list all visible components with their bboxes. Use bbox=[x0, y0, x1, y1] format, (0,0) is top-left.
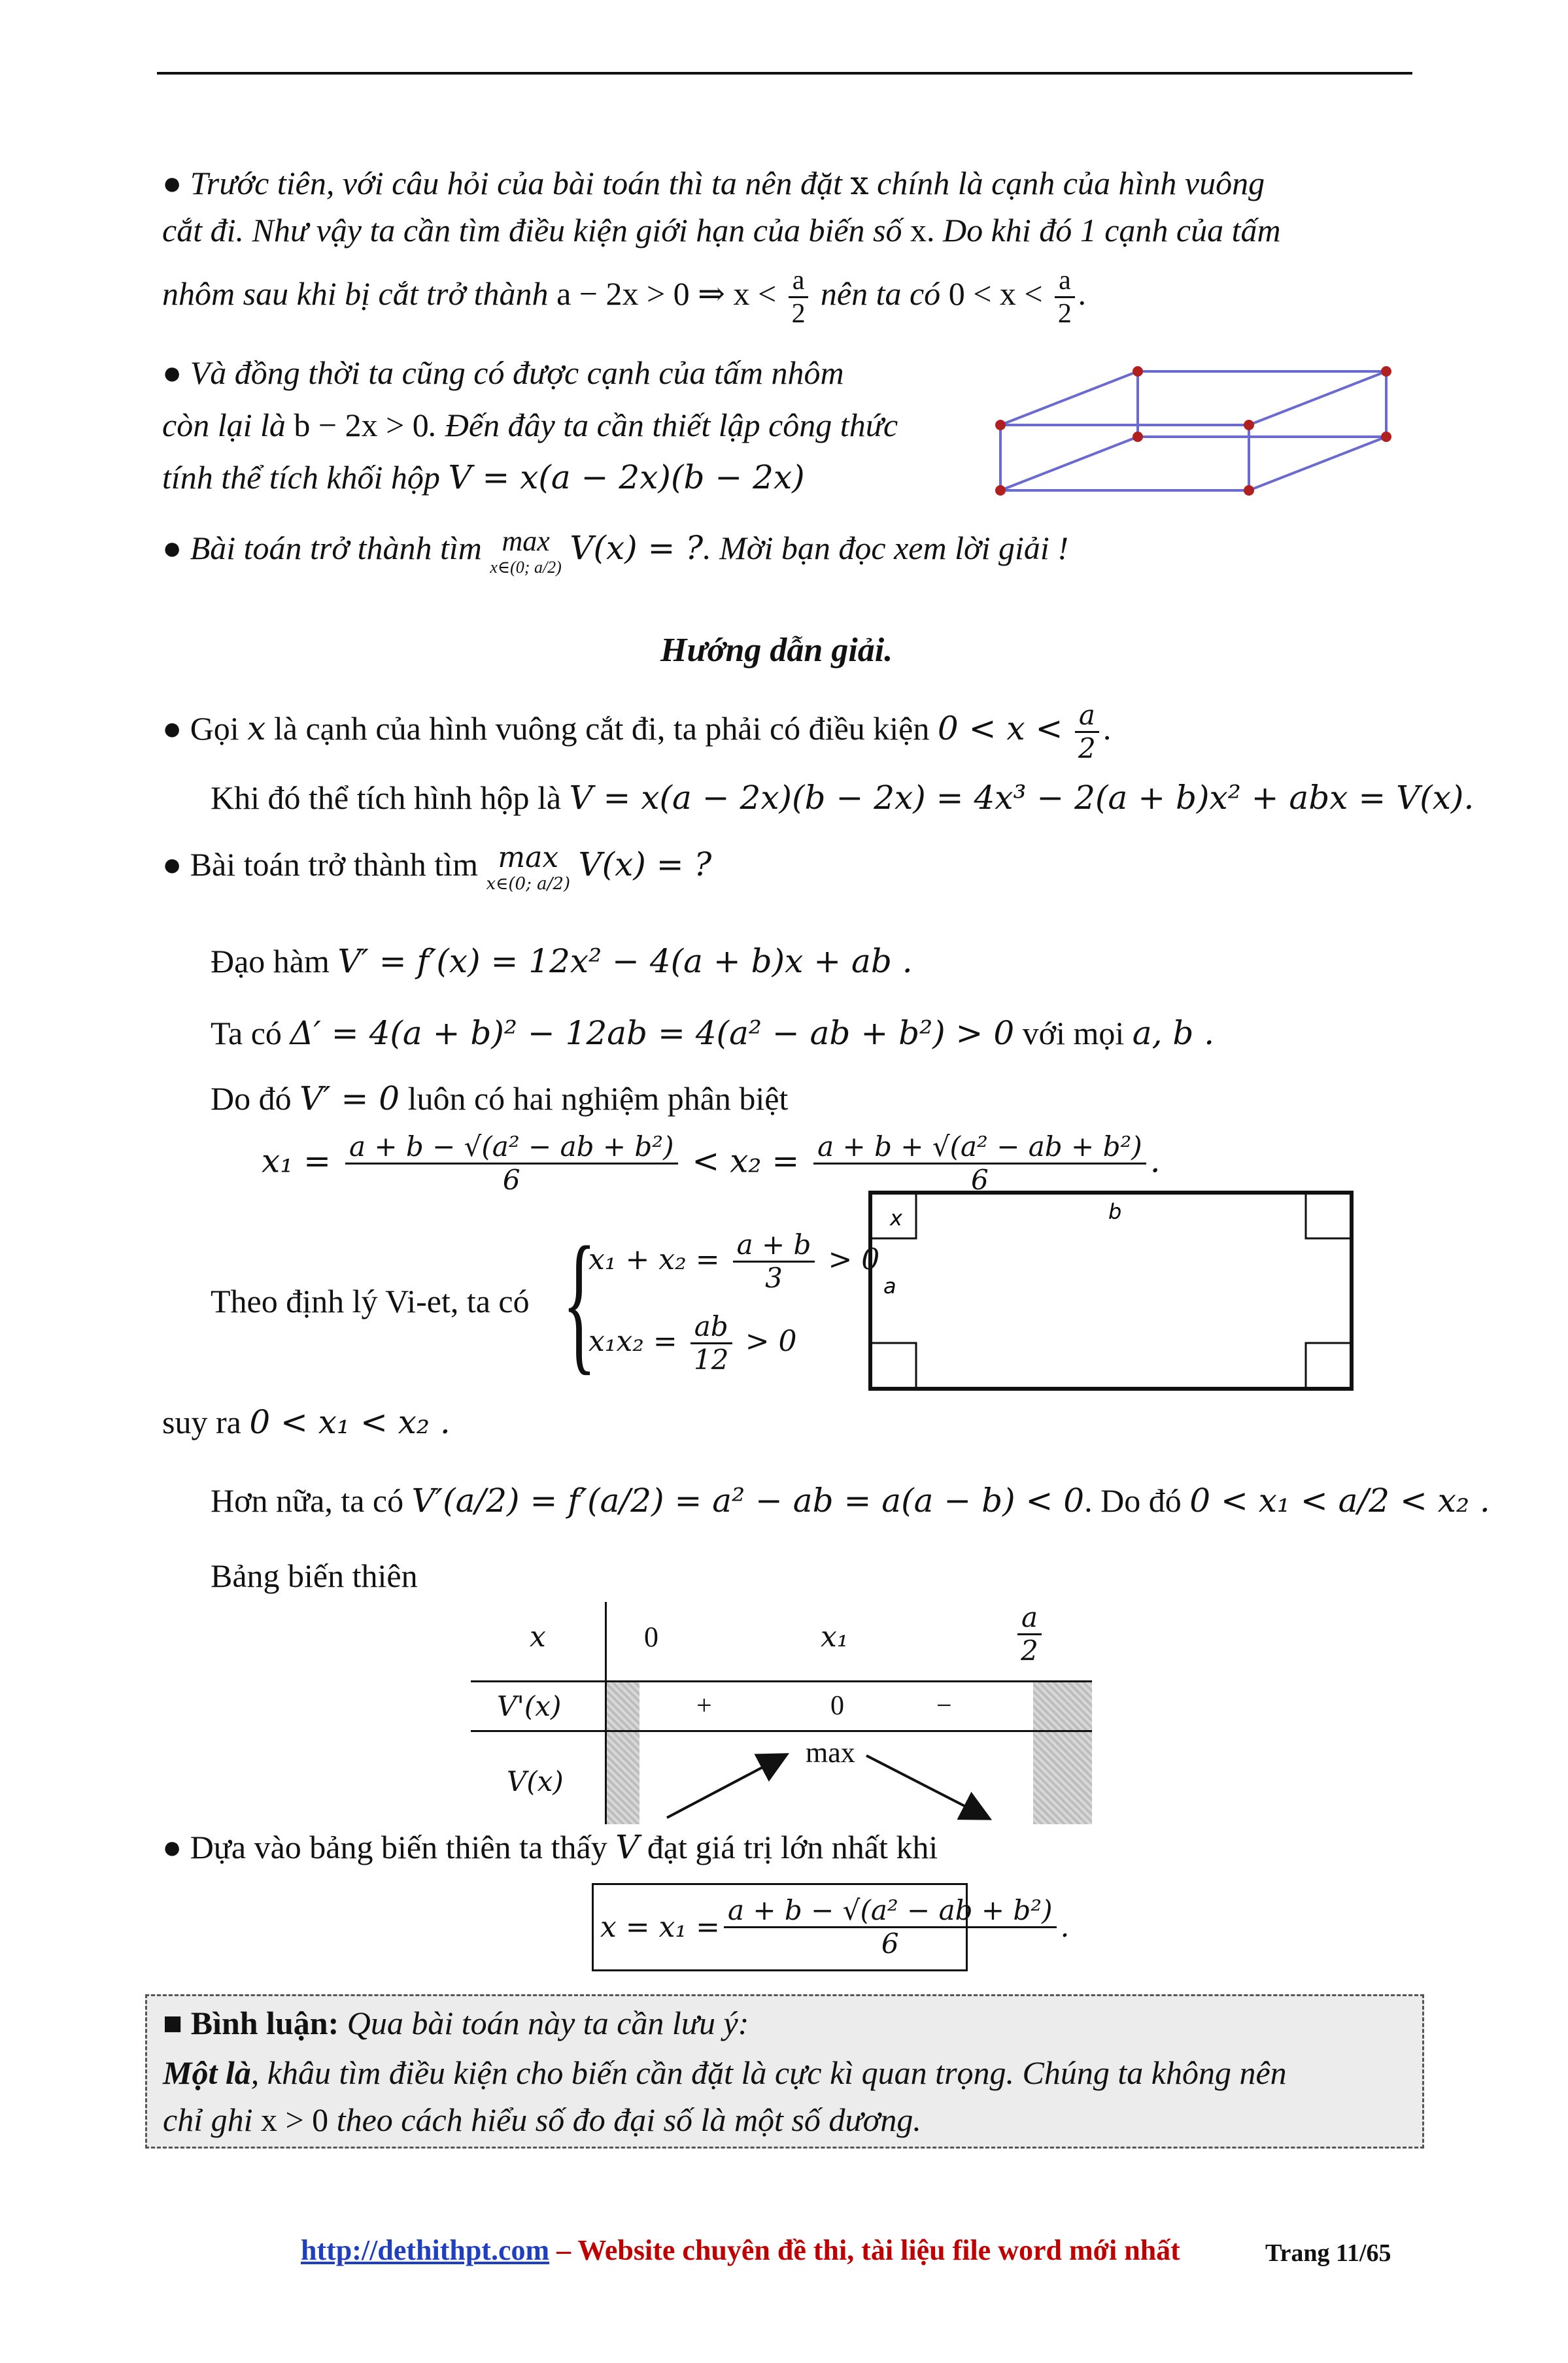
text: tính thể tích khối hộp bbox=[162, 459, 440, 496]
math-expression: V′ = 0 bbox=[299, 1080, 400, 1117]
s2-line bbox=[162, 841, 712, 897]
text: Bảng biến thiên bbox=[211, 1557, 418, 1594]
comment-label: Bình luận: bbox=[190, 2005, 339, 2041]
derivative-expression: V′ = f′(x) = 12x² − 4(a + b)x + ab . bbox=[337, 942, 913, 980]
comment-line3 bbox=[163, 2101, 921, 2139]
s3-roots: x₁ = $\frac{\text{a + b − √(a² − ab + b²)}}{6}$ < x₂ = $\frac{\text{a + b + √(a² − ab + b²)}}{6}$ . bbox=[262, 1130, 1161, 1196]
math-expression: b − 2x > 0 bbox=[294, 407, 429, 443]
sheet-figure bbox=[866, 1189, 1357, 1395]
math-expression: V(x) = ? bbox=[578, 845, 712, 883]
s1-line1: ● Gọi x là cạnh của hình vuông cắt đi, ta phải có điều kiện 0 < x < $\frac{a}{2}$ . bbox=[162, 699, 1112, 764]
text: chính là cạnh của hình vuông bbox=[877, 165, 1265, 201]
header-0: 0 bbox=[644, 1621, 658, 1653]
volume-expansion: V = x(a − 2x)(b − 2x) = 4x³ − 2(a + b)x² + abx = V(x). bbox=[569, 779, 1474, 817]
text: . Mời bạn đọc xem lời giải ! bbox=[703, 530, 1068, 566]
header-a-half: $\frac{a}{2}$ bbox=[1017, 1602, 1042, 1667]
text: Và đồng thời ta cũng có được cạnh của tấm nhôm bbox=[190, 354, 844, 391]
s3-viet bbox=[211, 1282, 530, 1321]
s3-suyra bbox=[162, 1402, 451, 1442]
math-expression: a − 2x > 0 ⇒ x < bbox=[556, 275, 777, 312]
text: Trước tiên, với câu hỏi của bài toán thì ta nên đặt bbox=[190, 165, 842, 201]
s3-further bbox=[211, 1481, 1490, 1520]
text: Do khi đó 1 cạnh của tấm bbox=[943, 212, 1281, 248]
delta-expression: Δ′ = 4(a + b)² − 12ab = 4(a² − ab + b²) > 0 bbox=[290, 1014, 1015, 1052]
variation-table bbox=[471, 1602, 1092, 1824]
text: nên ta có bbox=[820, 275, 941, 312]
math-expression: x₁ = bbox=[262, 1142, 332, 1180]
solution-heading: Hướng dẫn giải. bbox=[660, 632, 893, 669]
header-x: x bbox=[530, 1620, 546, 1654]
bullet: ● bbox=[162, 1829, 182, 1865]
math-x: x bbox=[247, 709, 266, 747]
comment-line1 bbox=[163, 2004, 749, 2042]
p3-line bbox=[162, 525, 1068, 581]
variation-arrows bbox=[471, 1602, 1092, 1824]
bullet: ● bbox=[162, 709, 182, 747]
text: đạt giá trị lớn nhất khi bbox=[647, 1829, 938, 1865]
fraction: $\frac{a}{2}$ bbox=[789, 265, 809, 330]
bullet: ● bbox=[162, 165, 182, 201]
label-x: x bbox=[890, 1206, 902, 1231]
text: Dựa vào bảng biến thiên ta thấy bbox=[190, 1829, 607, 1865]
math-expression: V(x) = ? bbox=[570, 529, 704, 567]
text: Do đó bbox=[211, 1080, 292, 1117]
text: Bài toán trở thành tìm bbox=[190, 846, 478, 883]
row-function-label: V(x) bbox=[507, 1765, 564, 1797]
bullet: ● bbox=[162, 354, 182, 391]
comment-line2 bbox=[163, 2054, 1287, 2092]
text: Qua bài toán này ta cần lưu ý: bbox=[347, 2005, 749, 2041]
sign-minus: − bbox=[936, 1691, 952, 1721]
fraction: $\frac{a}{2}$ bbox=[1075, 700, 1099, 764]
viet-eq2: x₁x₂ = $\frac{ab}{12}$ > 0 bbox=[588, 1310, 797, 1376]
page-number: Trang 11/65 bbox=[1265, 2239, 1391, 2267]
text: Đạo hàm bbox=[211, 943, 330, 979]
root-x1-fraction: $\frac{\text{a + b − √(a² − ab + b²)}}{6}$ bbox=[345, 1131, 678, 1196]
math-expression: 0 < x₁ < a/2 < x₂ . bbox=[1189, 1482, 1490, 1520]
footer-text: – Website chuyên đề thi, tài liệu file word mới nhất bbox=[549, 2234, 1180, 2266]
header-x1: x₁ bbox=[821, 1620, 849, 1654]
footer bbox=[301, 2234, 1180, 2267]
max-operator: max x∈(0; a/2) bbox=[490, 525, 562, 577]
text: Gọi bbox=[190, 709, 239, 747]
s3-roots-intro bbox=[211, 1079, 788, 1118]
bullet: ● bbox=[162, 846, 182, 883]
text: Ta có bbox=[211, 1015, 282, 1051]
text: chỉ ghi bbox=[163, 2101, 253, 2138]
fraction: $\frac{a}{2}$ bbox=[1055, 265, 1075, 330]
label-b: b bbox=[1108, 1199, 1122, 1224]
p2-line2 bbox=[162, 405, 898, 445]
text: theo cách hiểu số đo đại số là một số dương. bbox=[336, 2101, 921, 2138]
s1-line2 bbox=[211, 778, 1474, 817]
text: luôn có hai nghiệm phân biệt bbox=[407, 1080, 789, 1117]
s4-line bbox=[162, 1828, 938, 1867]
header-rule bbox=[157, 72, 1412, 75]
box-3d-figure bbox=[981, 366, 1406, 510]
dot: . bbox=[1078, 275, 1087, 312]
text: , khâu tìm điều kiện cho biến cần đặt là cực kì quan trọng. Chúng ta không nên bbox=[250, 2054, 1287, 2091]
p2-line1 bbox=[162, 353, 844, 392]
sign-zero: 0 bbox=[830, 1691, 844, 1721]
math-x: x. bbox=[910, 212, 935, 248]
text: Theo định lý Vi-et, ta có bbox=[211, 1283, 530, 1319]
text: . Do đó bbox=[1084, 1482, 1182, 1519]
math-expression: a, b . bbox=[1132, 1014, 1215, 1052]
root-x2-fraction: $\frac{\text{a + b + √(a² − ab + b²)}}{6}$ bbox=[813, 1131, 1146, 1196]
math-expression: 0 < x < bbox=[948, 275, 1043, 312]
sign-plus: + bbox=[696, 1691, 712, 1721]
text: là cạnh của hình vuông cắt đi, ta phải có điều kiện bbox=[273, 709, 930, 747]
square-icon: ■ bbox=[163, 2005, 183, 2041]
text: Bài toán trở thành tìm bbox=[190, 530, 482, 566]
p1-line1 bbox=[162, 163, 1265, 203]
text: còn lại là bbox=[162, 407, 286, 443]
math-expression: 0 < x < bbox=[937, 709, 1063, 747]
p1-line3 bbox=[162, 265, 1087, 330]
label-a: a bbox=[883, 1274, 896, 1299]
result-box: x = x₁ = $\frac{\text{a + b − √(a² − ab + b²)}}{6}$ . bbox=[592, 1883, 968, 1971]
s3-bbt-title bbox=[211, 1556, 418, 1595]
volume-formula: V = x(a − 2x)(b − 2x) bbox=[448, 458, 805, 496]
comment-box bbox=[145, 1994, 1424, 2149]
s3-deriv bbox=[211, 942, 913, 981]
math-x: x bbox=[850, 164, 869, 202]
math-expression: 0 < x₁ < x₂ . bbox=[249, 1403, 451, 1441]
text: Hơn nữa, ta có bbox=[211, 1482, 404, 1519]
viet-eq1: x₁ + x₂ = $\frac{a + b}{3}$ > 0 bbox=[588, 1229, 880, 1294]
bold-text: Một là bbox=[163, 2054, 251, 2091]
text: cắt đi. Như vậy ta cần tìm điều kiện giới hạn của biến số bbox=[162, 212, 902, 248]
row-derivative-label: V'(x) bbox=[497, 1690, 562, 1722]
math-expression: x > 0 bbox=[260, 2101, 329, 2138]
text: . Đến đây ta cần thiết lập công thức bbox=[428, 407, 898, 443]
bullet: ● bbox=[162, 530, 182, 566]
website-link[interactable]: http://dethithpt.com bbox=[301, 2234, 550, 2266]
max-label: max bbox=[806, 1737, 855, 1769]
s3-delta bbox=[211, 1013, 1214, 1053]
p1-line2 bbox=[162, 211, 1281, 250]
math-expression: < x₂ = bbox=[692, 1142, 800, 1180]
viet-brace: { bbox=[562, 1214, 596, 1388]
math-expression: V′(a/2) = f′(a/2) = a² − ab = a(a − b) < 0 bbox=[411, 1482, 1085, 1520]
text: suy ra bbox=[162, 1404, 241, 1440]
max-operator: max x∈(0; a/2) bbox=[486, 841, 571, 894]
text: với mọi bbox=[1022, 1015, 1125, 1051]
p2-line3 bbox=[162, 458, 805, 497]
text: nhôm sau khi bị cắt trở thành bbox=[162, 275, 549, 312]
text: Khi đó thể tích hình hộp là bbox=[211, 779, 562, 816]
math-v: V bbox=[615, 1828, 639, 1866]
